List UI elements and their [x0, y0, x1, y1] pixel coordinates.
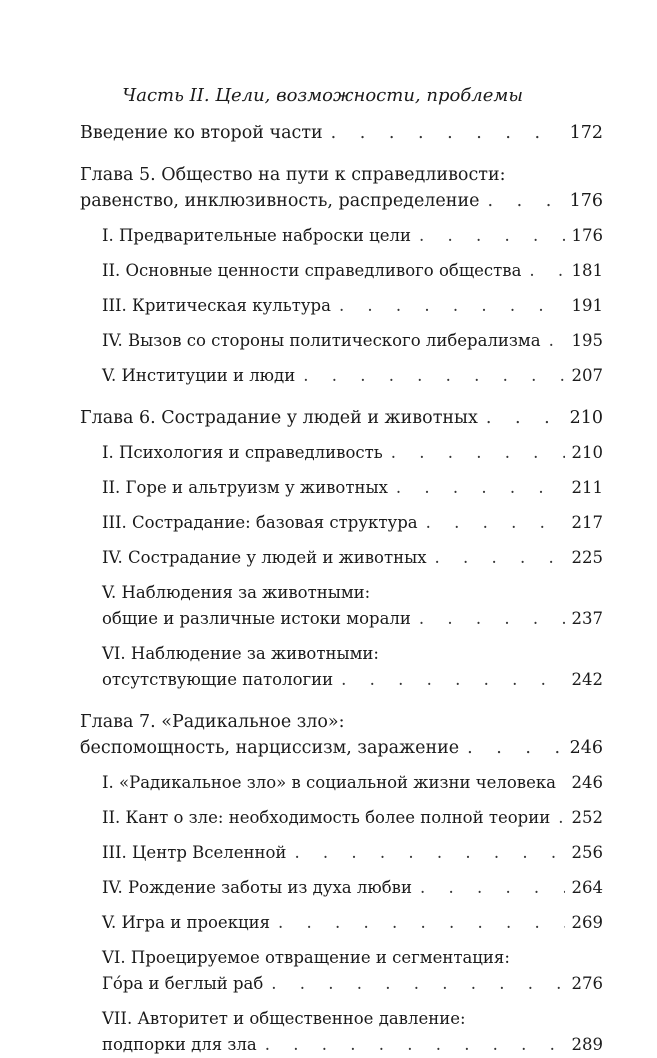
toc-page-number: 225 [571, 548, 603, 567]
toc-section-entry [80, 641, 603, 693]
toc-entry-title: V. Игра и проекция [102, 913, 271, 932]
toc-section-entry [80, 875, 603, 901]
toc-section-entry [80, 510, 603, 536]
toc-entry-title: IV. Вызов со стороны политического либерализма [102, 331, 541, 350]
toc-section-entry [80, 580, 603, 632]
part-title: Часть II. Цели, возможности, проблемы [122, 85, 523, 106]
toc-section-entry [80, 910, 603, 936]
toc-entry-title: IV. Рождение заботы из духа любви [102, 878, 412, 897]
toc-page-number: 246 [569, 738, 603, 758]
toc-section-entry [80, 1006, 603, 1058]
dot-leader [435, 545, 565, 571]
toc-page-number: 256 [571, 843, 603, 862]
toc-entry-title: III. Сострадание: базовая структура [102, 513, 418, 532]
toc-entry-title: равенство, инклюзивность, распределение [80, 191, 480, 211]
dot-leader [331, 120, 564, 146]
toc-entry-title: беспомощность, нарциссизм, заражение [80, 738, 460, 758]
toc-entry-title: I. «Радикальное зло» в социальной жизни человека [102, 773, 557, 792]
toc-entry-title: общие и различные истоки морали [102, 609, 411, 628]
toc-page-number: 207 [571, 366, 603, 385]
toc-entry-title-line: VI. Проецируемое отвращение и сегментация: [102, 948, 510, 967]
dot-leader [419, 223, 565, 249]
toc-entry-title: Глава 6. Сострадание у людей и животных [80, 408, 478, 428]
toc-entry-title: II. Горе и альтруизм у животных [102, 478, 388, 497]
toc-page-number: 217 [571, 513, 603, 532]
toc-page-number: 210 [571, 443, 603, 462]
toc-page-number: 242 [571, 670, 603, 689]
toc-page-number: 176 [569, 191, 603, 211]
toc-entry-title-line: V. Наблюдения за животными: [102, 583, 371, 602]
toc-entry-title-line: VI. Наблюдение за животными: [102, 644, 379, 663]
dot-leader [339, 293, 565, 319]
toc-section-entry [80, 363, 603, 389]
toc-entry-title: III. Центр Вселенной [102, 843, 287, 862]
toc-page-number: 210 [569, 408, 603, 428]
toc-entry-title: II. Основные ценности справедливого общества [102, 261, 522, 280]
dot-leader [549, 328, 565, 354]
dot-leader [271, 971, 565, 997]
toc-section-entry [80, 258, 603, 284]
dot-leader [278, 910, 565, 936]
dot-leader [487, 188, 563, 214]
toc-section-entry [80, 840, 603, 866]
toc-entry-title: I. Психология и справедливость [102, 443, 383, 462]
toc-page-number: 181 [571, 261, 603, 280]
dot-leader [564, 770, 565, 796]
toc-chapter-entry [80, 709, 603, 761]
toc-page-number: 195 [571, 331, 603, 350]
toc-entry-title-line: VII. Авторитет и общественное давление: [102, 1009, 466, 1028]
toc-section-entry [80, 440, 603, 466]
toc-entry-title: I. Предварительные наброски цели [102, 226, 411, 245]
toc-entry-title: подпорки для зла [102, 1035, 257, 1054]
toc-section-entry [80, 805, 603, 831]
toc-entry-title: V. Институции и люди [102, 366, 296, 385]
toc-page-number: 264 [571, 878, 603, 897]
dot-leader [486, 405, 564, 431]
toc-page-number: 269 [571, 913, 603, 932]
toc-section-entry [80, 293, 603, 319]
toc-section-entry [80, 945, 603, 997]
toc-section-entry [80, 328, 603, 354]
toc-chapter-entry [80, 162, 603, 214]
dot-leader [419, 606, 565, 632]
dot-leader [294, 840, 565, 866]
toc-section-entry [80, 223, 603, 249]
toc-entry-title: отсутствующие патологии [102, 670, 334, 689]
toc-chapter-entry [80, 405, 603, 431]
toc-chapter-entry [80, 120, 603, 146]
toc-entry-title-line: Глава 5. Общество на пути к справедливости: [80, 165, 506, 185]
toc-page-number: 172 [569, 123, 603, 143]
toc-page-number: 211 [571, 478, 603, 497]
toc-entry-title: IV. Сострадание у людей и животных [102, 548, 427, 567]
toc-page-number: 191 [571, 296, 603, 315]
dot-leader [265, 1032, 565, 1058]
table-of-contents [80, 84, 603, 1058]
toc-list [80, 120, 603, 1058]
dot-leader [529, 258, 565, 284]
dot-leader [396, 475, 565, 501]
toc-section-entry [80, 475, 603, 501]
toc-entry-title: II. Кант о зле: необходимость более полной теории [102, 808, 551, 827]
dot-leader [341, 667, 565, 693]
dot-leader [426, 510, 565, 536]
dot-leader [391, 440, 565, 466]
toc-section-entry [80, 545, 603, 571]
toc-page-number: 276 [571, 974, 603, 993]
toc-entry-title: Го́ра и беглый раб [102, 974, 264, 993]
toc-page-number: 252 [571, 808, 603, 827]
dot-leader [303, 363, 565, 389]
toc-entry-title-line: Глава 7. «Радикальное зло»: [80, 712, 345, 732]
toc-entry-title: Введение ко второй части [80, 123, 323, 143]
toc-entry-title: III. Критическая культура [102, 296, 331, 315]
toc-page-number: 176 [571, 226, 603, 245]
dot-leader [558, 805, 565, 831]
toc-page-number: 237 [571, 609, 603, 628]
toc-page-number: 246 [571, 773, 603, 792]
toc-page-number: 289 [571, 1035, 603, 1054]
toc-section-entry [80, 770, 603, 796]
dot-leader [467, 735, 563, 761]
dot-leader [420, 875, 565, 901]
